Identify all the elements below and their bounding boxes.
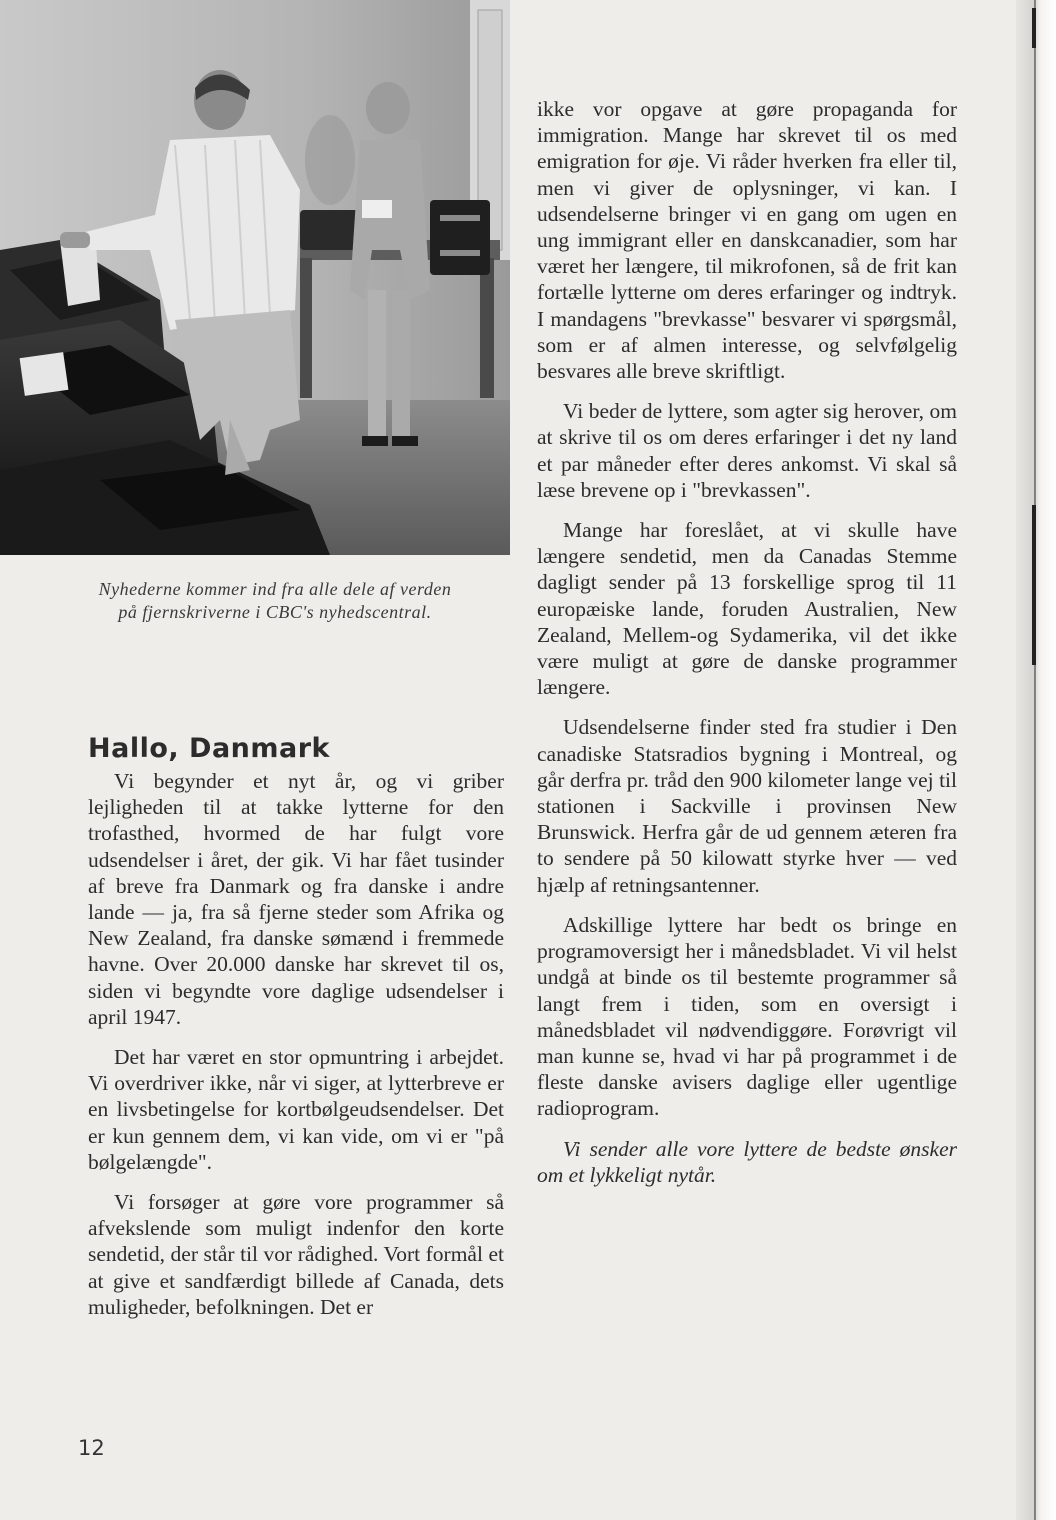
page-number: 12 xyxy=(78,1436,105,1460)
newsroom-teleprinters-photo xyxy=(0,0,510,555)
paragraph-6: Udsendelserne finder sted fra studier i Den canadiske Statsradios bygning i Montreal, og går derfra pr. tråd den 900 kilometer lange vej til stationen i Sackville i provinsen New Brunswick. Herfra går de ud gennem æteren fra to sendere på 50 kilowatt styrke hver — ved hjælp af retningsantenner. xyxy=(537,715,957,897)
paragraph-3-continuation: ikke vor opgave at gøre propaganda for immigration. Mange har skrevet til os med emigration for øje. Vi råder hverken fra eller til, men vi giver de oplysninger, vi kan. I udsendelserne bringer vi en gang om ugen en ung immigrant eller en danskcanadier, som har været her længere, til mikrofonen, så de frit kan fortælle lytterne om deres erfaringer og indtryk. I mandagens "brevkasse" besvarer vi spørgsmål, som er af almen interesse, og selvfølgelig besvares alle breve skriftligt. xyxy=(537,97,957,384)
paragraph-7: Adskillige lyttere har bedt os bringe en programoversigt her i månedsbladet. Vi vil helst undgå at binde os til bestemte programmer så langt frem i tiden, som en oversigt i månedsbladet vil nødvendiggøre. Forøvrigt vil man kunne se, hvad vi har på programmet i de fleste danske avisers daglige eller ugentlige radioprogram. xyxy=(537,912,957,1121)
binding-mark-top xyxy=(1032,8,1036,48)
paragraph-5: Mange har foreslået, at vi skulle have længere sendetid, men da Canadas Stemme dagligt sender på 13 forskellige sprog til 11 europæiske lande, foruden Australien, New Zealand, Mellem-og Sydamerika, vil det ikke være muligt at gøre de danske programmer længere. xyxy=(537,518,957,700)
caption-line-1: Nyhederne kommer ind fra alle dele af verden xyxy=(98,579,452,599)
binding-mark xyxy=(1032,505,1036,665)
page-binding-edge xyxy=(1016,0,1056,1520)
caption-line-2: på fjernskriverne i CBC's nyhedscentral. xyxy=(118,602,432,622)
right-text-column xyxy=(537,96,957,1202)
left-text-column xyxy=(88,768,504,1334)
binding-line xyxy=(1034,0,1036,1520)
article-heading: Hallo, Danmark xyxy=(88,733,331,764)
photo-caption xyxy=(40,578,510,624)
paragraph-4: Vi beder de lyttere, som agter sig herover, om at skrive til os om deres erfaringer i det ny land et par måneder efter deres ankomst. Vi skal så læse brevene op i "brevkassen". xyxy=(537,399,957,502)
paragraph-3: Vi forsøger at gøre vore programmer så afvekslende som muligt indenfor den korte sendetid, der står til vor rådighed. Vort formål et at give et sandfærdigt billede af Canada, dets muligheder, befolkningen. Det er xyxy=(88,1190,504,1319)
closing-greeting: Vi sender alle vore lyttere de bedste ønsker om et lykkeligt nytår. xyxy=(537,1136,957,1187)
paragraph-2: Det har været en stor opmuntring i arbejdet. Vi overdriver ikke, når vi siger, at lytterbreve er en livsbetingelse for kortbølgeudsendelser. Det er kun gennem dem, vi kan vide, om vi er "på bølgelængde". xyxy=(88,1045,504,1174)
paragraph-1: Vi begynder et nyt år, og vi griber lejligheden til at takke lytterne for den trofasthed, hvormed de har fulgt vore udsendelser i året, der gik. Vi har fået tusinder af breve fra Danmark og fra danske i andre lande — ja, fra så fjerne steder som Afrika og New Zealand, fra danske sømænd i fremmede havne. Over 20.000 danske har skrevet til os, siden vi begyndte vore daglige udsendelser i april 1947. xyxy=(88,769,504,1029)
